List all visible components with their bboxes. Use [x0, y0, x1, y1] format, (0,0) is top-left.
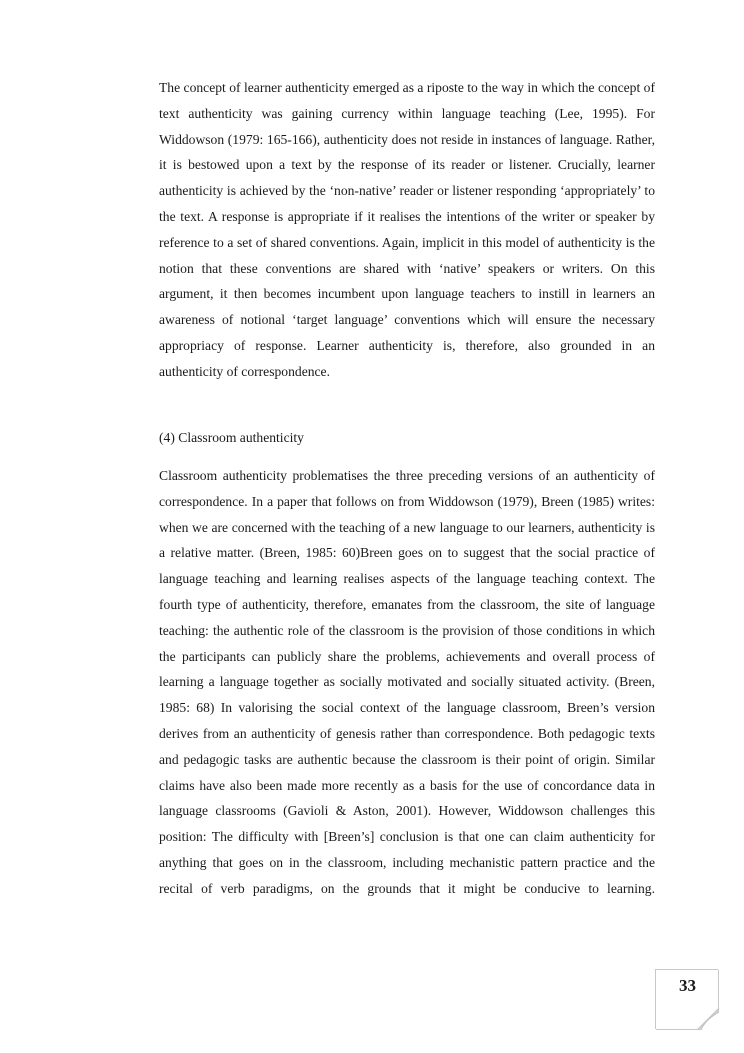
body-paragraph-learner-authenticity: The concept of learner authenticity emerged as a riposte to the way in which the concept of text authenticity was gaining currency within language teaching (Lee, 1995). For Widdowson (1979: 165-166), authenticity does not reside in instances of language. Rather, it is bestowed upon a text by the response of its reader or listener. Crucially, learner authenticity is achieved by the ‘non-native’ reader or listener responding ‘appropriately’ to the text. A response is appropriate if it realises the intentions of the writer or speaker by reference to a set of shared conventions. Again, implicit in this model of authenticity is the notion that these conventions are shared with ‘native’ speakers or writers. On this argument, it then becomes incumbent upon language teachers to instill in learners an awareness of notional ‘target language’ conventions which will ensure the necessary appropriacy of response. Learner authenticity is, therefore, also grounded in an authenticity of correspondence.: [159, 80, 655, 379]
page-curl-icon: [697, 1008, 719, 1030]
page-number: 33: [679, 976, 696, 995]
section-heading: (4) Classroom authenticity: [159, 430, 304, 445]
body-paragraph-classroom-authenticity: Classroom authenticity problematises the three preceding versions of an authenticity of correspondence. In a paper that follows on from Widdowson (1979), Breen (1985) writes: when we are concerned with the teaching of a new language to our learners, authenticity is a relative matter. (Breen, 1985: 60)Breen goes on to suggest that the social practice of language teaching and learning realises aspects of the language teaching context. The fourth type of authenticity, therefore, emanates from the classroom, the site of language teaching: the authentic role of the classroom is the provision of those conditions in which the participants can publicly share the problems, achievements and overall process of learning a language together as socially motivated and socially situated activity. (Breen, 1985: 68) In valorising the social context of the language classroom, Breen’s version derives from an authenticity of genesis rather than correspondence. Both pedagogic texts and pedagogic tasks are authentic because the classroom is their point of origin. Similar claims have also been made more recently as a basis for the use of concordance data in language classrooms (Gavioli & Aston, 2001). However, Widdowson challenges this position: The difficulty with [Breen’s] conclusion is that one can claim authenticity for anything that goes on in the classroom, including mechanistic pattern practice and the recital of verb paradigms, on the grounds that it might be conducive to learning.: [159, 468, 655, 896]
